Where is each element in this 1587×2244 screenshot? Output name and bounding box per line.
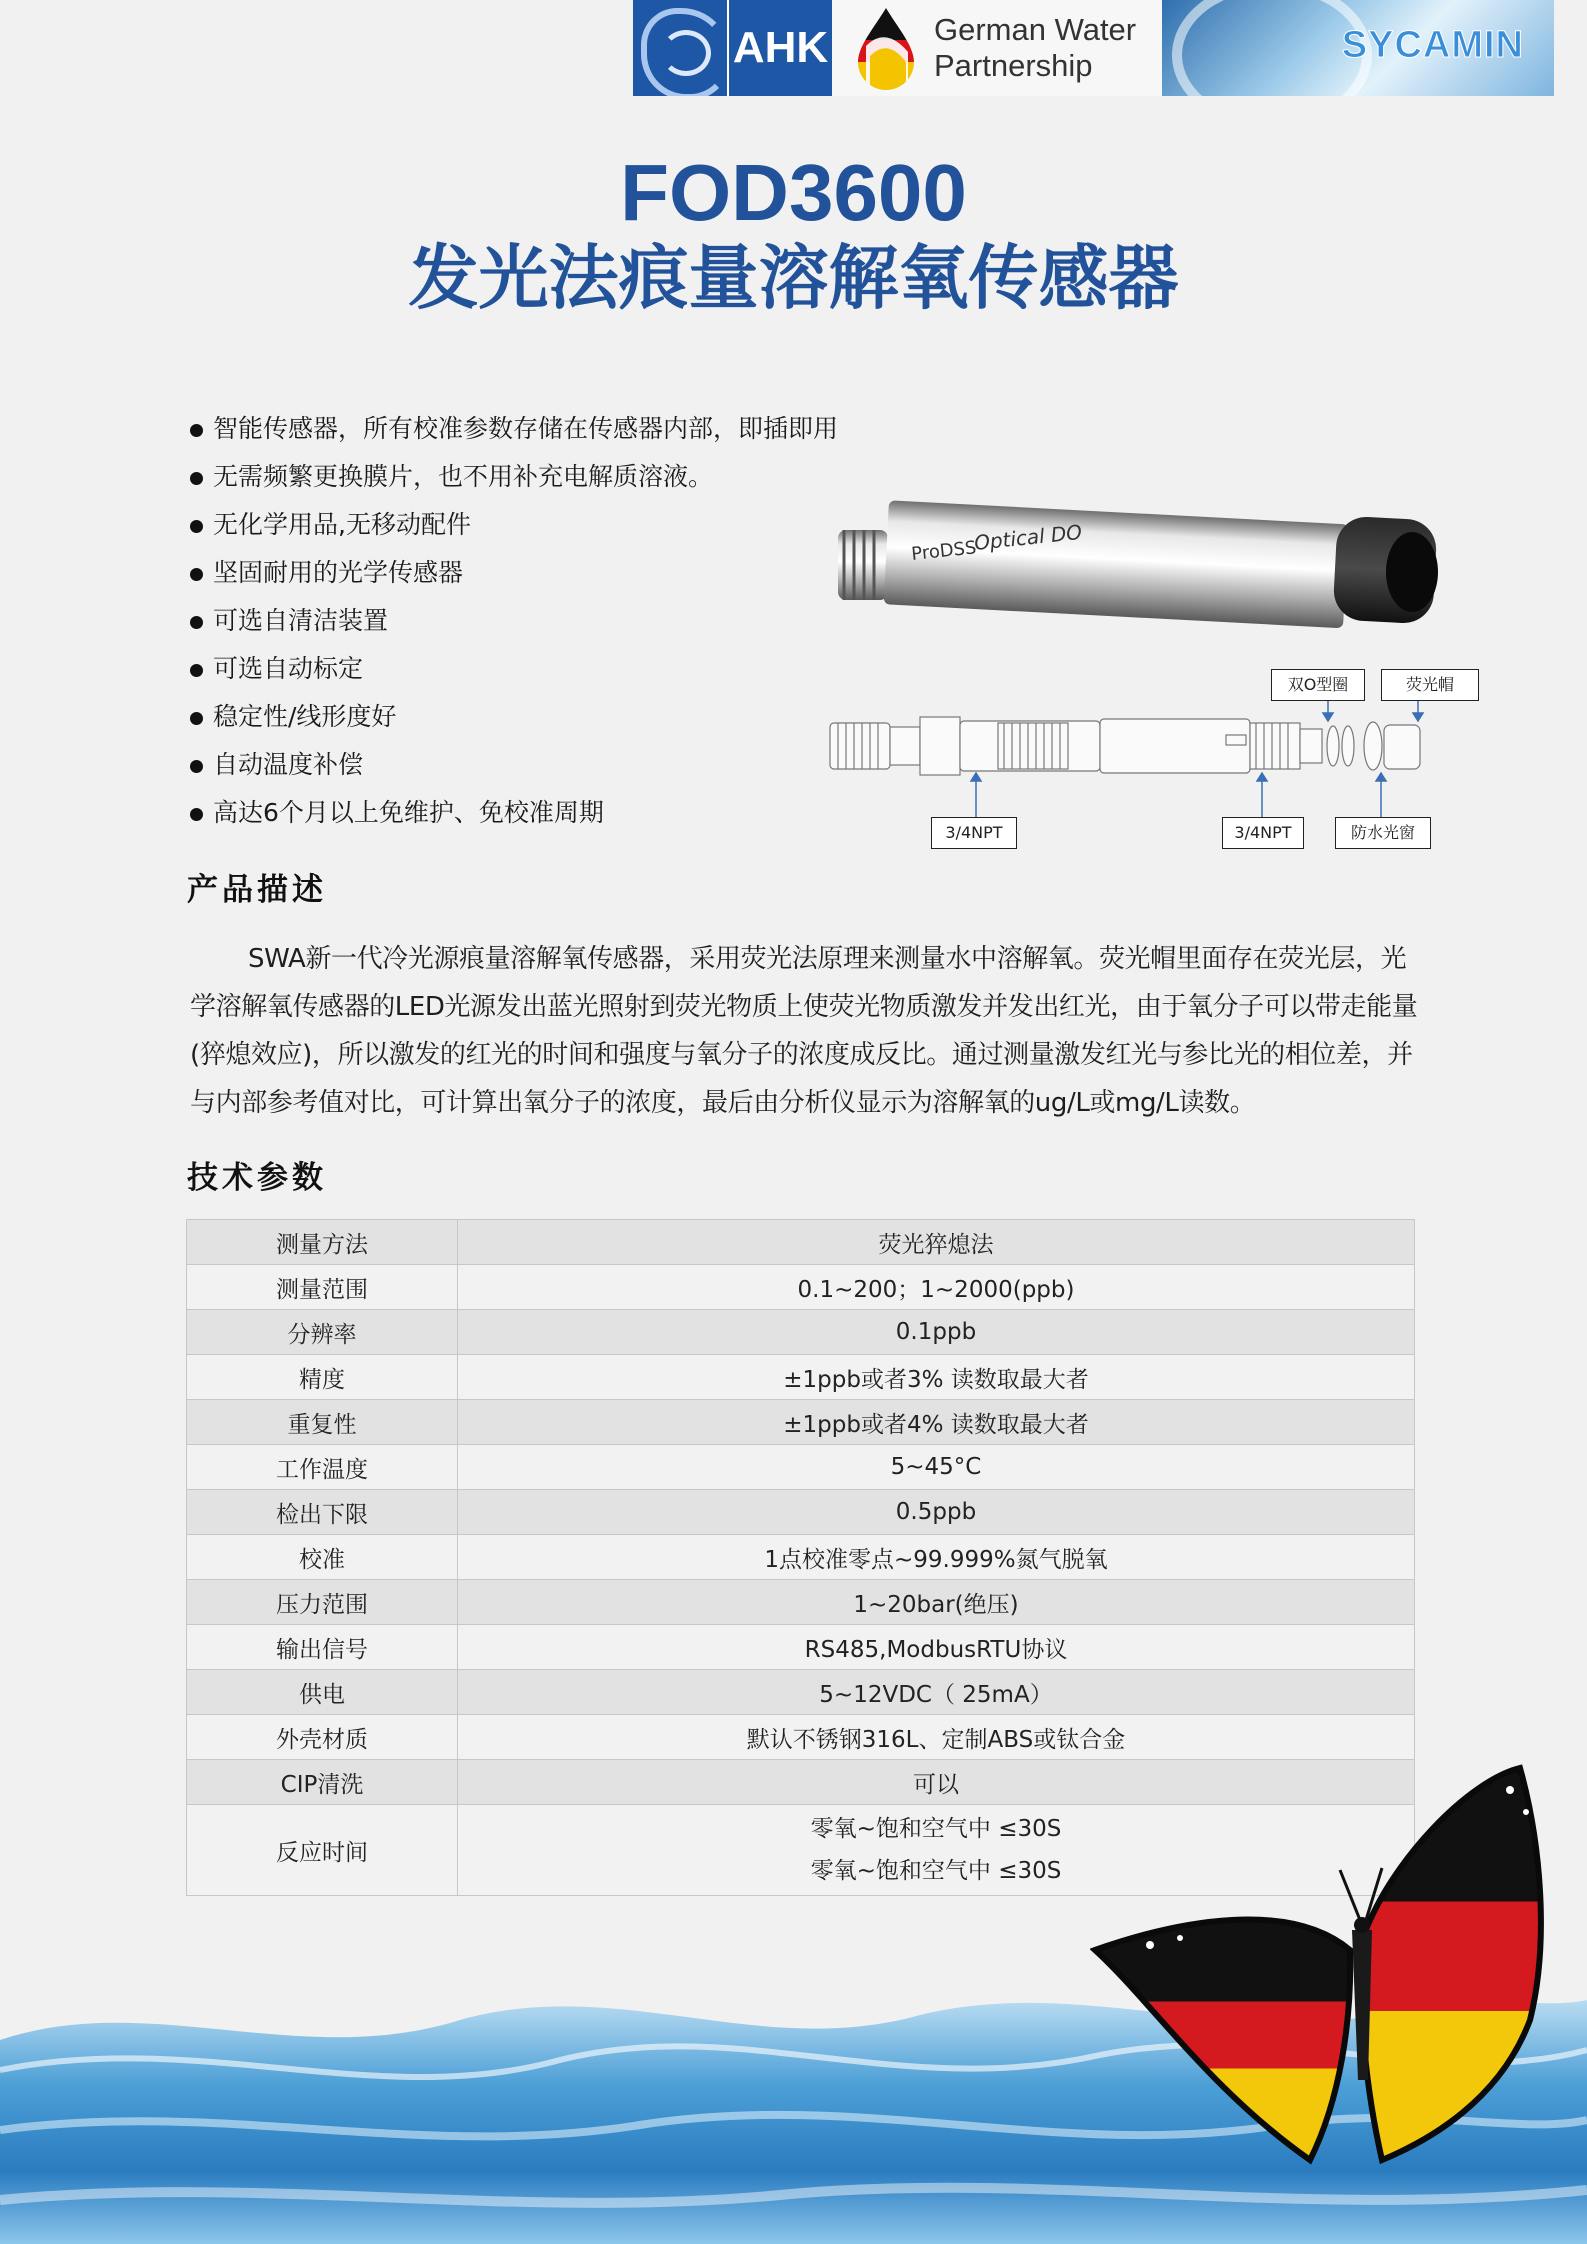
spec-key: 分辨率 bbox=[187, 1310, 458, 1355]
spec-value: RS485,ModbusRTU协议 bbox=[458, 1625, 1415, 1670]
dragon-icon bbox=[633, 0, 727, 96]
sensor-brand-text: ProDSS bbox=[910, 537, 978, 565]
ahk-logo bbox=[633, 0, 832, 96]
product-title: 发光法痕量溶解氧传感器 bbox=[408, 237, 1179, 319]
spec-key: CIP清洗 bbox=[187, 1760, 458, 1805]
callout-oring: 双O型圈 bbox=[1271, 669, 1365, 701]
feature-list bbox=[190, 405, 838, 837]
bullet-icon bbox=[190, 616, 203, 629]
feature-text: 稳定性/线形度好 bbox=[213, 702, 397, 731]
bullet-icon bbox=[190, 808, 203, 821]
table-row bbox=[187, 1625, 1415, 1670]
butterfly-image bbox=[1090, 1760, 1570, 2180]
spec-value: ±1ppb或者4% 读数取最大者 bbox=[458, 1400, 1415, 1445]
spec-value: 荧光猝熄法 bbox=[458, 1220, 1415, 1265]
spec-key: 反应时间 bbox=[187, 1805, 458, 1896]
exploded-diagram bbox=[828, 665, 1488, 865]
table-row bbox=[187, 1220, 1415, 1265]
sensor-model-text: Optical DO bbox=[973, 519, 1084, 555]
german-water-partnership-logo bbox=[832, 0, 1162, 96]
spec-value: 1~20bar(绝压) bbox=[458, 1580, 1415, 1625]
spec-value: 默认不锈钢316L、定制ABS或钛合金 bbox=[458, 1715, 1415, 1760]
table-row bbox=[187, 1310, 1415, 1355]
bullet-icon bbox=[190, 424, 203, 437]
feature-text: 可选自清洁装置 bbox=[213, 606, 389, 635]
feature-item bbox=[190, 453, 838, 501]
feature-item bbox=[190, 549, 838, 597]
spec-key: 测量方法 bbox=[187, 1220, 458, 1265]
callout-npt-left: 3/4NPT bbox=[931, 817, 1017, 849]
table-row bbox=[187, 1445, 1415, 1490]
spec-heading: 技术参数 bbox=[187, 1160, 327, 1196]
bullet-icon bbox=[190, 472, 203, 485]
sensor-photo bbox=[830, 500, 1450, 630]
spec-key: 检出下限 bbox=[187, 1490, 458, 1535]
flag-drop-icon bbox=[852, 0, 916, 96]
spec-value: 1点校准零点~99.999%氮气脱氧 bbox=[458, 1535, 1415, 1580]
feature-item bbox=[190, 645, 838, 693]
callout-cap: 荧光帽 bbox=[1381, 669, 1479, 701]
table-row bbox=[187, 1535, 1415, 1580]
bullet-icon bbox=[190, 568, 203, 581]
feature-text: 高达6个月以上免维护、免校准周期 bbox=[213, 798, 604, 827]
spec-key: 工作温度 bbox=[187, 1445, 458, 1490]
feature-text: 坚固耐用的光学传感器 bbox=[213, 558, 464, 587]
spec-key: 供电 bbox=[187, 1670, 458, 1715]
feature-item bbox=[190, 405, 838, 453]
table-row bbox=[187, 1490, 1415, 1535]
callout-window: 防水光窗 bbox=[1335, 817, 1431, 849]
feature-item bbox=[190, 693, 838, 741]
feature-item bbox=[190, 789, 838, 837]
spec-key: 精度 bbox=[187, 1355, 458, 1400]
feature-item bbox=[190, 501, 838, 549]
gwp-line-2: Partnership bbox=[934, 48, 1093, 83]
spec-key: 外壳材质 bbox=[187, 1715, 458, 1760]
spec-value: 可以 bbox=[458, 1760, 1415, 1805]
spec-value: ±1ppb或者3% 读数取最大者 bbox=[458, 1355, 1415, 1400]
spec-value: 0.1~200；1~2000(ppb) bbox=[458, 1265, 1415, 1310]
feature-item bbox=[190, 741, 838, 789]
description-text: SWA新一代冷光源痕量溶解氧传感器，采用荧光法原理来测量水中溶解氧。荧光帽里面存在荧光层，光学溶解氧传感器的LED光源发出蓝光照射到荧光物质上使荧光物质激发并发出红光，由于氧分子可以带走能量(猝熄效应)，所以激发的红光的时间和强度与氧分子的浓度成反比。通过测量激发红光与参比光的相位差，并与内部参考值对比，可计算出氧分子的浓度，最后由分析仪显示为溶解氧的ug/L或mg/L读数。 bbox=[190, 944, 1418, 1118]
table-row bbox=[187, 1580, 1415, 1625]
spec-value: 0.5ppb bbox=[458, 1490, 1415, 1535]
table-row bbox=[187, 1355, 1415, 1400]
bullet-icon bbox=[190, 712, 203, 725]
bullet-icon bbox=[190, 760, 203, 773]
table-row bbox=[187, 1715, 1415, 1760]
header-logos bbox=[633, 0, 1554, 98]
bullet-icon bbox=[190, 664, 203, 677]
spec-key: 校准 bbox=[187, 1535, 458, 1580]
spec-value-line-1: 零氧~饱和空气中 ≤30S bbox=[810, 1816, 1062, 1842]
spec-key: 压力范围 bbox=[187, 1580, 458, 1625]
table-row bbox=[187, 1400, 1415, 1445]
spec-key: 输出信号 bbox=[187, 1625, 458, 1670]
feature-item bbox=[190, 597, 838, 645]
feature-text: 无化学用品,无移动配件 bbox=[213, 510, 471, 539]
spec-key: 重复性 bbox=[187, 1400, 458, 1445]
spec-value: 5~45°C bbox=[458, 1445, 1415, 1490]
gwp-line-1: German Water bbox=[934, 12, 1137, 47]
table-row bbox=[187, 1265, 1415, 1310]
feature-text: 自动温度补偿 bbox=[213, 750, 364, 779]
ahk-logo-text: AHK bbox=[727, 0, 832, 96]
sycamin-logo bbox=[1162, 0, 1554, 96]
feature-text: 智能传感器，所有校准参数存储在传感器内部，即插即用 bbox=[213, 414, 839, 443]
bullet-icon bbox=[190, 520, 203, 533]
sycamin-logo-text: SYCAMIN bbox=[1341, 24, 1524, 66]
feature-text: 无需频繁更换膜片，也不用补充电解质溶液。 bbox=[213, 462, 714, 491]
callout-npt-right: 3/4NPT bbox=[1222, 817, 1304, 849]
feature-text: 可选自动标定 bbox=[213, 654, 364, 683]
table-row bbox=[187, 1670, 1415, 1715]
description-heading: 产品描述 bbox=[187, 872, 327, 908]
spec-value: 5~12VDC（ 25mA） bbox=[458, 1670, 1415, 1715]
spec-key: 测量范围 bbox=[187, 1265, 458, 1310]
model-title: FOD3600 bbox=[620, 148, 967, 237]
spec-value-line-2: 零氧~饱和空气中 ≤30S bbox=[810, 1858, 1062, 1884]
spec-value: 0.1ppb bbox=[458, 1310, 1415, 1355]
gwp-logo-text bbox=[934, 12, 1136, 84]
